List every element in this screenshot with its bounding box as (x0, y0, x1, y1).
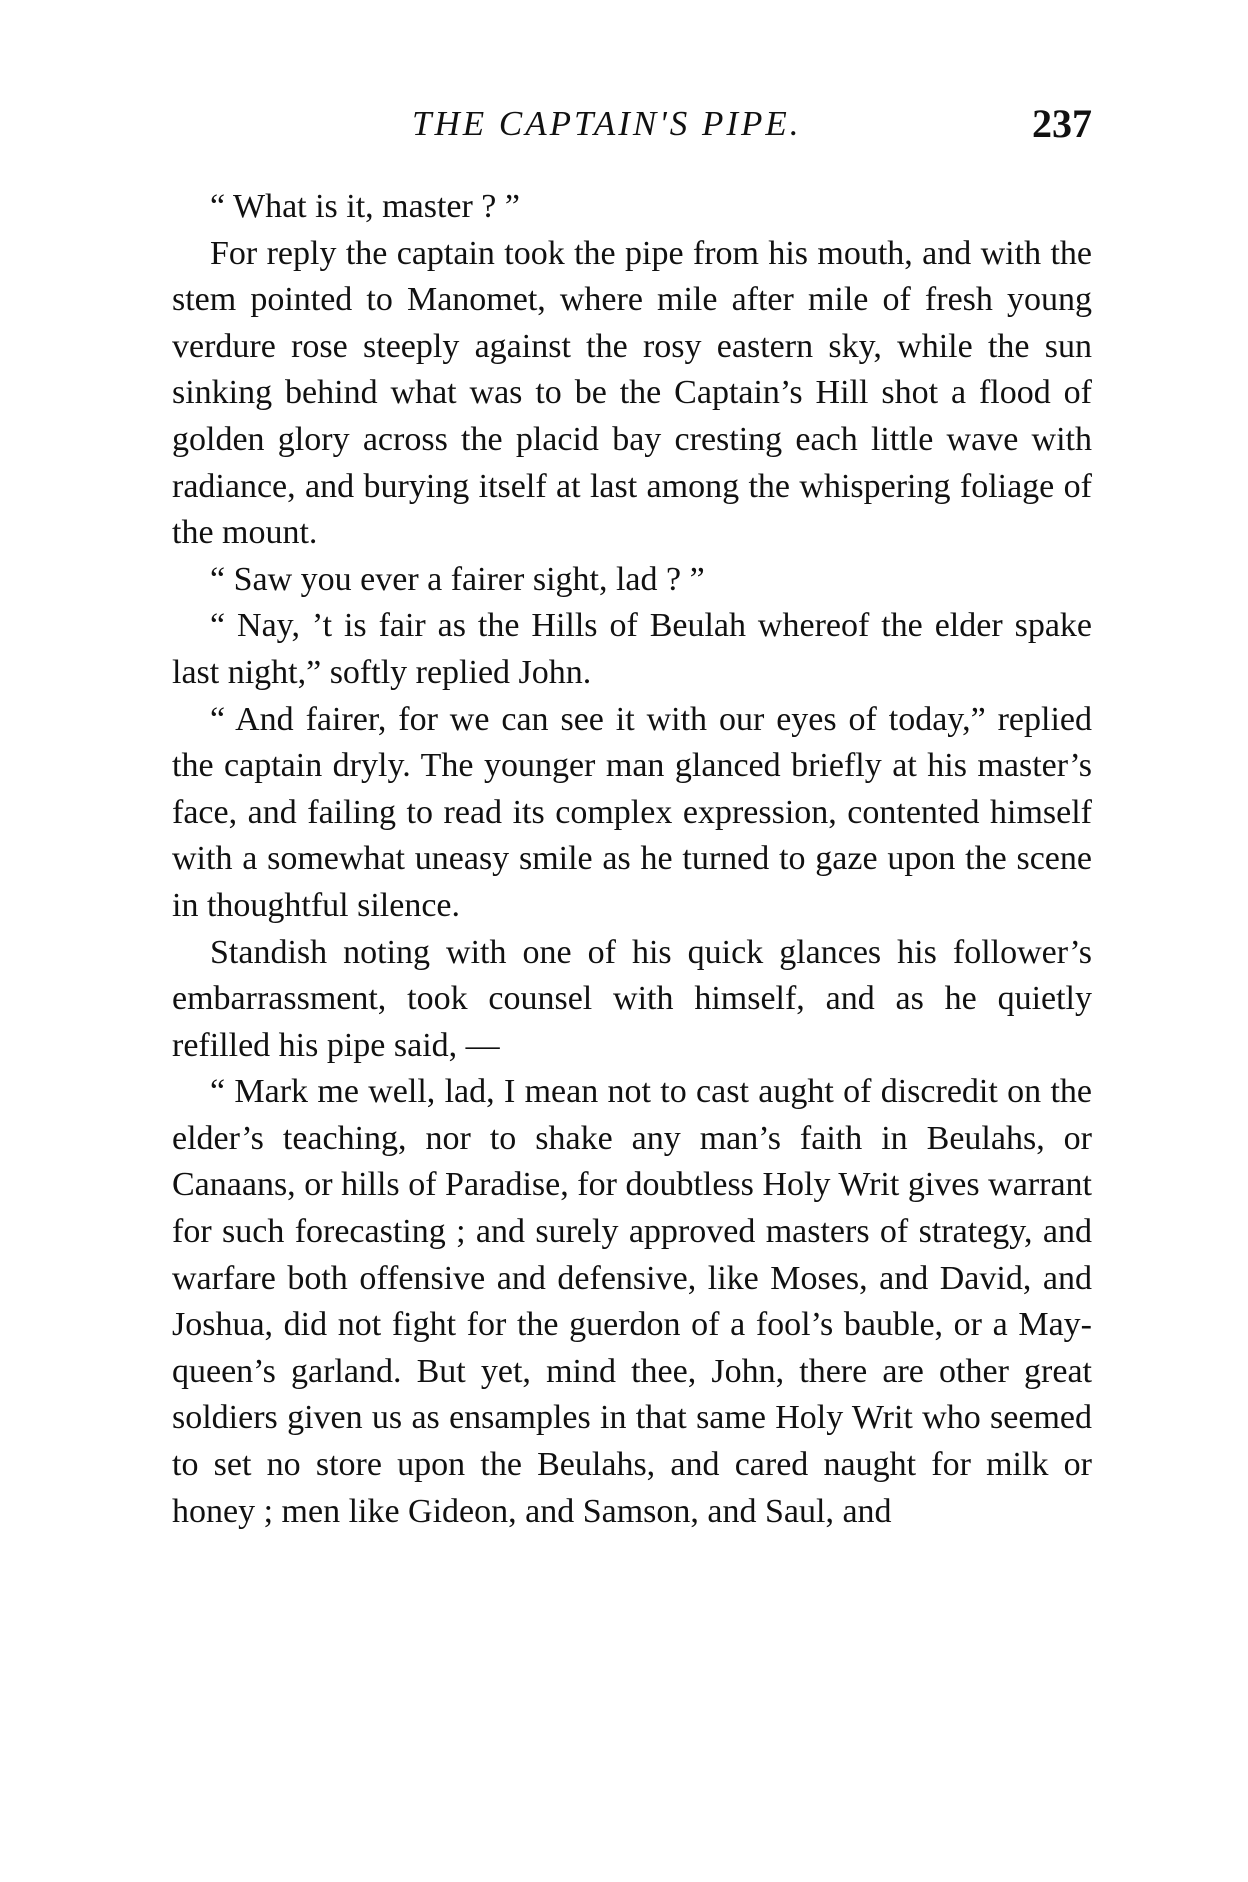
body-text (172, 184, 1092, 1535)
paragraph-4: “ Nay, ’t is fair as the Hills of Beulah whereof the elder spake last night,” softly replied John. (172, 607, 1092, 691)
paragraph-5: “ And fairer, for we can see it with our eyes of today,” replied the captain dryly. The younger man glanced briefly at his master’s face, and failing to read its complex expression, contented himself with a somewhat uneasy smile as he turned to gaze upon the scene in thoughtful silence. (172, 700, 1092, 924)
paragraph-2: For reply the captain took the pipe from his mouth, and with the stem pointed to Manomet, where mile after mile of fresh young verdure rose steeply against the rosy eastern sky, while the sun sinking behind what was to be the Captain’s Hill shot a flood of golden glory across the placid bay cresting each little wave with radiance, and burying itself at last among the whispering foliage of the mount. (172, 234, 1092, 552)
paragraph-3: “ Saw you ever a fairer sight, lad ? ” (210, 560, 705, 598)
running-title: THE CAPTAIN'S PIPE. (412, 104, 802, 143)
page-header (172, 101, 1092, 150)
page-number: 237 (1032, 101, 1092, 146)
paragraph-6: Standish noting with one of his quick glances his follower’s embarrassment, took counsel with himself, and as he quietly refilled his pipe said, — (172, 933, 1092, 1064)
paragraph-1: “ What is it, master ? ” (210, 188, 520, 225)
paragraph-7: “ Mark me well, lad, I mean not to cast aught of discredit on the elder’s teaching, nor to shake any man’s faith in Beulahs, or Canaans, or hills of Paradise, for doubtless Holy Writ gives warrant for such forecasting ; and surely approved masters of strategy, and warfare both offensive and defensive, like Moses, and David, and Joshua, did not fight for the guerdon of a fool’s bauble, or a May-queen’s garland. But yet, mind thee, John, there are other great soldiers given us as ensamples in that same Holy Writ who seemed to set no store upon the Beulahs, and cared naught for milk or honey ; men like Gideon, and Samson, and Saul, and (172, 1073, 1092, 1530)
